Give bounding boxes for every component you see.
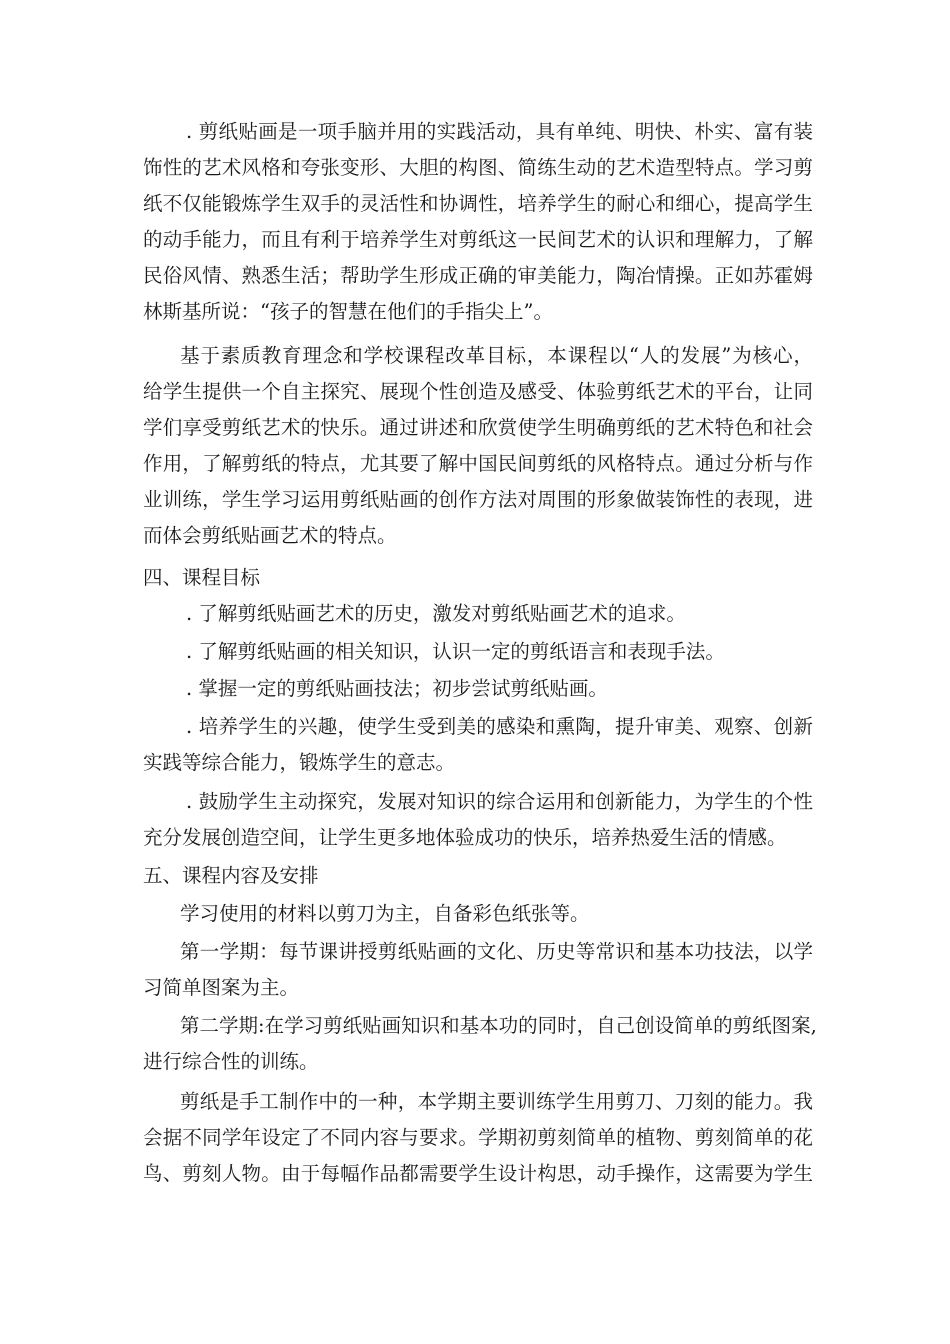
paragraph-line: 第二学期:在学习剪纸贴画知识和基本功的同时，自己创设简单的剪纸图案, [180, 1014, 817, 1037]
paragraph-line: 民俗风情、熟悉生活；帮助学生形成正确的审美能力，陶冶情操。正如苏霍姆 [143, 264, 813, 287]
paragraph-line: 学习使用的材料以剪刀为主，自备彩色纸张等。 [180, 902, 590, 925]
list-item: . 掌握一定的剪纸贴画技法；初步尝试剪纸贴画。 [186, 677, 608, 700]
list-item: . 培养学生的兴趣，使学生受到美的感染和熏陶，提升审美、观察、创新 [186, 715, 813, 738]
paragraph-line: 纸不仅能锻炼学生双手的灵活性和协调性，培养学生的耐心和细心，提高学生 [143, 192, 813, 215]
list-item: . 了解剪纸贴画的相关知识，认识一定的剪纸语言和表现手法。 [186, 640, 725, 663]
paragraph-line: 第一学期：每节课讲授剪纸贴画的文化、历史等常识和基本功技法，以学 [180, 940, 813, 963]
paragraph-line: 习简单图案为主。 [143, 976, 300, 999]
paragraph-line: 实践等综合能力，锻炼学生的意志。 [143, 751, 456, 774]
paragraph-line: 鸟、剪刻人物。由于每幅作品都需要学生设计构思，动手操作，这需要为学生 [143, 1162, 813, 1185]
paragraph-line: 林斯基所说：“孩子的智慧在他们的手指尖上”。 [143, 300, 553, 323]
paragraph-line: 饰性的艺术风格和夸张变形、大胆的构图、简练生动的艺术造型特点。学习剪 [143, 156, 813, 179]
paragraph-line: 充分发展创造空间，让学生更多地体验成功的快乐，培养热爱生活的情感。 [143, 826, 787, 849]
paragraph-line: 业训练，学生学习运用剪纸贴画的创作方法对周围的形象做装饰性的表现，进 [143, 488, 813, 511]
paragraph-line: 的动手能力，而且有利于培养学生对剪纸这一民间艺术的认识和理解力，了解 [143, 228, 813, 251]
paragraph-line: 基于素质教育理念和学校课程改革目标，本课程以“人的发展”为核心， [180, 344, 813, 367]
paragraph-line: 会据不同学年设定了不同内容与要求。学期初剪刻简单的植物、剪刻简单的花 [143, 1126, 813, 1149]
paragraph-line: 学们享受剪纸艺术的快乐。通过讲述和欣赏使学生明确剪纸的艺术特色和社会 [143, 416, 813, 439]
list-item: . 了解剪纸贴画艺术的历史，激发对剪纸贴画艺术的追求。 [186, 602, 686, 625]
paragraph-line: 剪纸是手工制作中的一种，本学期主要训练学生用剪刀、刀刻的能力。我 [180, 1090, 813, 1113]
paragraph-line: 给学生提供一个自主探究、展现个性创造及感受、体验剪纸艺术的平台，让同 [143, 380, 813, 403]
section-heading: 四、课程目标 [143, 566, 261, 589]
paragraph-line: 作用，了解剪纸的特点，尤其要了解中国民间剪纸的风格特点。通过分析与作 [143, 452, 813, 475]
paragraph-line: 进行综合性的训练。 [143, 1050, 319, 1073]
section-heading: 五、课程内容及安排 [143, 864, 319, 887]
list-item: . 鼓励学生主动探究，发展对知识的综合运用和创新能力，为学生的个性 [186, 790, 813, 813]
paragraph-line: . 剪纸贴画是一项手脑并用的实践活动，具有单纯、明快、朴实、富有装 [186, 120, 813, 143]
paragraph-line: 而体会剪纸贴画艺术的特点。 [143, 524, 397, 547]
